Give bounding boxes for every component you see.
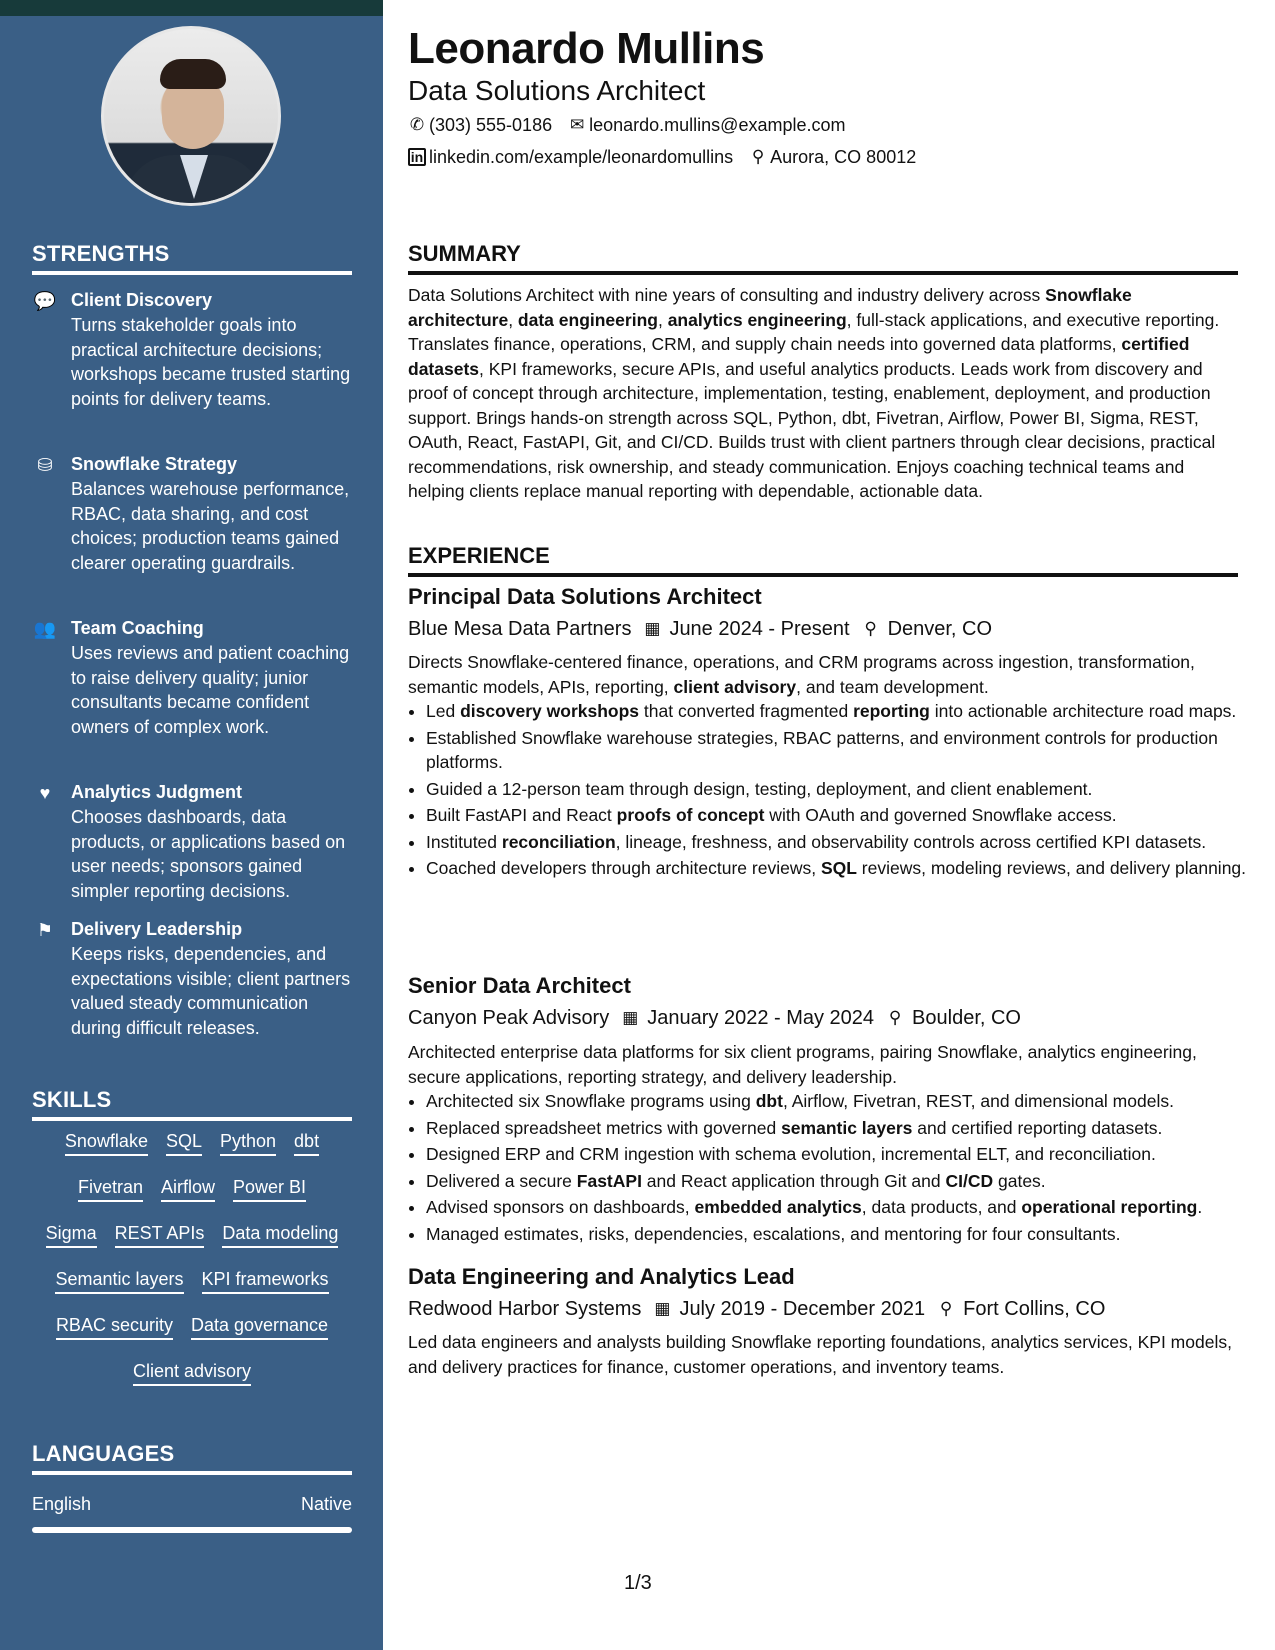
skill-tag: Snowflake [65, 1130, 148, 1156]
bullet-item: • Designed ERP and CRM ingestion with schema evolution, incremental ELT, and reconciliation. [426, 1142, 1256, 1167]
skill-tag: Power BI [233, 1176, 306, 1202]
company: Blue Mesa Data Partners [408, 618, 632, 640]
job-description: Led data engineers and analysts building Snowflake reporting foundations, analytics services, KPI models, and delivery practices for finance, customer operations, and inventory teams. [408, 1332, 1232, 1377]
skill-tag: REST APIs [115, 1222, 205, 1248]
skill-tag: KPI frameworks [202, 1268, 329, 1294]
job-description: Directs Snowflake-centered finance, operations, and CRM programs across ingestion, transformation, semantic models, APIs, reporting, client advisory, and team development. [408, 652, 1195, 697]
skill-tag: RBAC security [56, 1314, 173, 1340]
linkedin-icon: in [408, 148, 426, 166]
bullet-item: • Advised sponsors on dashboards, embedded analytics, data products, and operational reporting. [426, 1195, 1256, 1220]
skill-row [32, 1176, 352, 1202]
bullet-item: • Architected six Snowflake programs using dbt, Airflow, Fivetran, REST, and dimensional models. [426, 1089, 1256, 1114]
linkedin-text: linkedin.com/example/leonardomullins [429, 147, 734, 167]
strength-title: Client Discovery [71, 290, 213, 310]
job-dates: July 2019 - December 2021 [679, 1298, 926, 1320]
phone [408, 113, 552, 137]
company: Canyon Peak Advisory [408, 1007, 610, 1029]
map-marker-icon: ⚲ [939, 1299, 953, 1318]
linkedin[interactable] [408, 145, 733, 169]
skill-tag: Data governance [191, 1314, 328, 1340]
skill-tag: dbt [294, 1130, 319, 1156]
strength-title: Analytics Judgment [71, 782, 243, 802]
bullet-item: • Coached developers through architecture reviews, SQL reviews, modeling reviews, and delivery planning. [426, 856, 1256, 881]
skill-row [32, 1130, 352, 1156]
calendar-icon: ▦ [622, 1008, 639, 1027]
strengths-heading: STRENGTHS [32, 241, 352, 275]
skill-row [32, 1222, 352, 1248]
language-level: Native [300, 1494, 352, 1514]
sidebar-top-band [0, 0, 383, 16]
bullet-item: • Replaced spreadsheet metrics with governed semantic layers and certified reporting datasets. [426, 1116, 1256, 1141]
users-icon: 👥 [33, 619, 57, 639]
strength-description: Uses reviews and patient coaching to raise delivery quality; junior consultants became confident owners of complex work. [71, 643, 350, 737]
bullet-item: • Guided a 12-person team through design, testing, deployment, and client enablement. [426, 777, 1256, 802]
location [749, 145, 916, 169]
map-marker-icon: ⚲ [864, 619, 877, 638]
skill-tag: Data modeling [222, 1222, 338, 1248]
contact-row [408, 113, 845, 137]
strength-title: Delivery Leadership [71, 919, 243, 939]
skill-tag: Python [220, 1130, 276, 1156]
job-description: Architected enterprise data platforms for six client programs, pairing Snowflake, analytics engineering, secure applications, reporting strategy, and delivery leadership. [408, 1042, 1197, 1087]
calendar-icon: ▦ [654, 1299, 671, 1318]
strength-description: Keeps risks, dependencies, and expectations visible; client partners valued steady communication during difficult releases. [71, 944, 351, 1038]
job-dates: June 2024 - Present [669, 618, 850, 640]
email[interactable] [568, 113, 845, 137]
summary-heading: SUMMARY [408, 241, 1238, 275]
calendar-icon: ▦ [644, 619, 661, 638]
skill-tag: Sigma [46, 1222, 97, 1248]
skill-tag: SQL [166, 1130, 202, 1156]
job-location: Boulder, CO [912, 1007, 1021, 1029]
comments-icon: 💬 [33, 291, 57, 311]
bullet-item: • Managed estimates, risks, dependencies, escalations, and mentoring for four consultants. [426, 1222, 1256, 1247]
job-meta [408, 616, 992, 642]
map-marker-icon: ⚲ [888, 1008, 902, 1027]
envelope-icon: ✉ [569, 115, 585, 134]
heart-icon: ♥ [39, 783, 51, 803]
phone-icon: ✆ [409, 115, 425, 134]
language-name: English [32, 1494, 92, 1514]
experience-heading: EXPERIENCE [408, 543, 1238, 577]
job-bullets [408, 699, 1256, 883]
bullet-item: • Established Snowflake warehouse strategies, RBAC patterns, and environment controls for production platforms. [426, 726, 1256, 775]
bullet-item: • Led discovery workshops that converted fragmented reporting into actionable architecture road maps. [426, 699, 1256, 724]
job-meta [408, 1296, 1105, 1322]
bullet-item: • Built FastAPI and React proofs of concept with OAuth and governed Snowflake access. [426, 803, 1256, 828]
job-location: Fort Collins, CO [963, 1298, 1106, 1320]
job-title: Senior Data Architect [408, 973, 631, 998]
page-number: 1/3 [624, 1572, 652, 1594]
candidate-role: Data Solutions Architect [408, 75, 706, 106]
skill-tag: Fivetran [78, 1176, 143, 1202]
skills-heading: SKILLS [32, 1087, 352, 1121]
skill-row [32, 1268, 352, 1294]
job-meta [408, 1005, 1021, 1031]
skill-tag: Airflow [161, 1176, 215, 1202]
skills-list [32, 1130, 352, 1406]
candidate-name: Leonardo Mullins [408, 24, 765, 73]
languages-heading: LANGUAGES [32, 1441, 352, 1475]
skill-row [32, 1314, 352, 1340]
job-location: Denver, CO [887, 618, 993, 640]
company: Redwood Harbor Systems [408, 1298, 642, 1320]
strength-description: Chooses dashboards, data products, or applications based on user needs; sponsors gained simpler reporting decisions. [71, 807, 346, 901]
phone-text: (303) 555-0186 [429, 115, 553, 135]
strength-description: Turns stakeholder goals into practical architecture decisions; workshops became trusted starting points for delivery teams. [71, 315, 351, 409]
job-title: Data Engineering and Analytics Lead [408, 1264, 795, 1289]
bullet-item: • Delivered a secure FastAPI and React application through Git and CI/CD gates. [426, 1169, 1256, 1194]
job-bullets [408, 1089, 1256, 1248]
job-title: Principal Data Solutions Architect [408, 584, 762, 609]
email-text: leonardo.mullins@example.com [589, 115, 846, 135]
contact-row [408, 145, 916, 169]
location-text: Aurora, CO 80012 [770, 147, 917, 167]
skill-tag: Semantic layers [55, 1268, 183, 1294]
sidebar [0, 0, 383, 1650]
strength-title: Team Coaching [71, 618, 204, 638]
strength-title: Snowflake Strategy [71, 454, 238, 474]
language-row [32, 1494, 352, 1515]
map-marker-icon: ⚲ [751, 147, 765, 166]
flag-checkered-icon: ⚑ [36, 920, 54, 940]
skill-tag: Client advisory [133, 1360, 251, 1386]
summary-text: Data Solutions Architect with nine years of consulting and industry delivery across Snowflake architecture, data engineering, analytics engineering, full-stack applications, and executive reporting. Translates finance, operations, CRM, and supply chain needs into governed data platforms, certified datasets, KPI frameworks, secure APIs, and useful analytics products. Leads work from discovery and proof of concept through architecture, implementation, testing, enablement, deployment, and production support. Brings hands-on strength across SQL, Python, dbt, Fivetran, Airflow, Power BI, Sigma, REST, OAuth, React, FastAPI, Git, and CI/CD. Builds trust with client partners through clear decisions, practical recommendations, risk ownership, and steady communication. Enjoys coaching technical teams and helping clients replace manual reporting with dependable, actionable data. [408, 285, 1220, 501]
database-icon: ⛁ [37, 455, 53, 475]
avatar [101, 26, 281, 206]
skill-row [32, 1360, 352, 1386]
language-proficiency-bar [32, 1527, 352, 1533]
strength-description: Balances warehouse performance, RBAC, data sharing, and cost choices; production teams gained clearer operating guardrails. [71, 479, 350, 573]
bullet-item: • Instituted reconciliation, lineage, freshness, and observability controls across certified KPI datasets. [426, 830, 1256, 855]
job-dates: January 2022 - May 2024 [647, 1007, 875, 1029]
